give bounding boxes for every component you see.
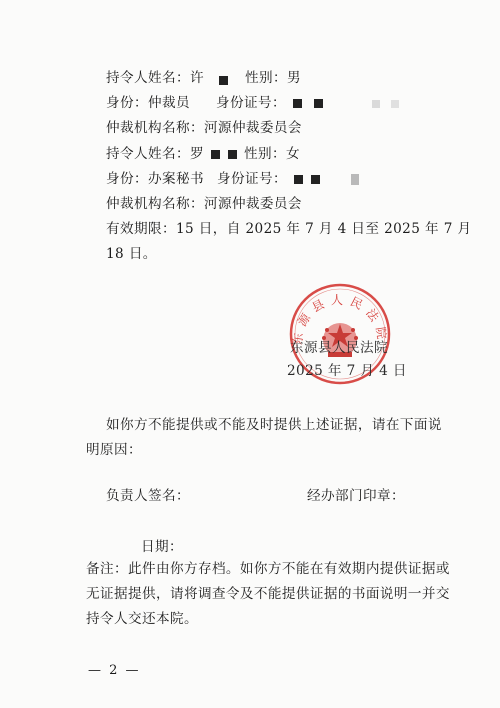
holder1-identity: 身份：仲裁员 <box>106 95 190 111</box>
reason-line-2: 明原因： <box>86 442 142 458</box>
redaction-block <box>294 175 303 184</box>
reason-line-1: 如你方不能提供或不能及时提供上述证据，请在下面说 <box>106 417 442 433</box>
validity-line-2: 18 日。 <box>106 246 157 262</box>
redaction-block <box>311 175 320 184</box>
note-line-2: 无证据提供，请将调查令及不能提供证据的书面说明一并交 <box>86 586 450 602</box>
holder1-name: 持令人姓名：许 <box>106 70 204 86</box>
validity-line-1: 有效期限：15 日，自 2025 年 7 月 4 日至 2025 年 7 月 <box>106 221 472 237</box>
holder1-name-row <box>106 69 228 87</box>
court-name: 东源县人民法院 <box>290 340 388 356</box>
holder2-identity: 身份：办案秘书 <box>106 171 204 187</box>
redaction-block <box>211 150 220 159</box>
holder2-id-label: 身份证号： <box>217 171 287 187</box>
note-line-3: 持令人交还本院。 <box>86 611 198 627</box>
redaction-block <box>228 150 237 159</box>
redaction-block <box>372 100 380 108</box>
seal-ring-text: 东源县人民法院 <box>290 293 390 346</box>
holder2-gender: 性别：女 <box>244 146 300 162</box>
holder2-name-row <box>106 145 237 163</box>
redaction-block <box>219 76 228 85</box>
redaction-block <box>314 99 323 108</box>
redaction-block <box>351 174 359 185</box>
signature-label: 负责人签名： <box>106 488 190 504</box>
note-line-1: 备注：此件由你方存档。如你方不能在有效期内提供证据或 <box>86 561 450 577</box>
holder1-org: 仲裁机构名称：河源仲裁委员会 <box>106 120 302 136</box>
page-number: — 2 — <box>88 663 141 678</box>
holder2-name: 持令人姓名：罗 <box>106 146 204 162</box>
redaction-block <box>293 99 302 108</box>
holder1-id-label: 身份证号： <box>216 95 286 111</box>
holder1-id-row <box>216 94 399 112</box>
dept-stamp-label: 经办部门印章： <box>307 488 405 504</box>
holder1-gender: 性别：男 <box>245 70 301 86</box>
issue-date: 2025 年 7 月 4 日 <box>287 363 407 379</box>
holder2-org: 仲裁机构名称：河源仲裁委员会 <box>106 196 302 212</box>
holder2-id-row <box>217 170 359 188</box>
date-label: 日期： <box>141 539 183 555</box>
redaction-block <box>391 100 399 108</box>
